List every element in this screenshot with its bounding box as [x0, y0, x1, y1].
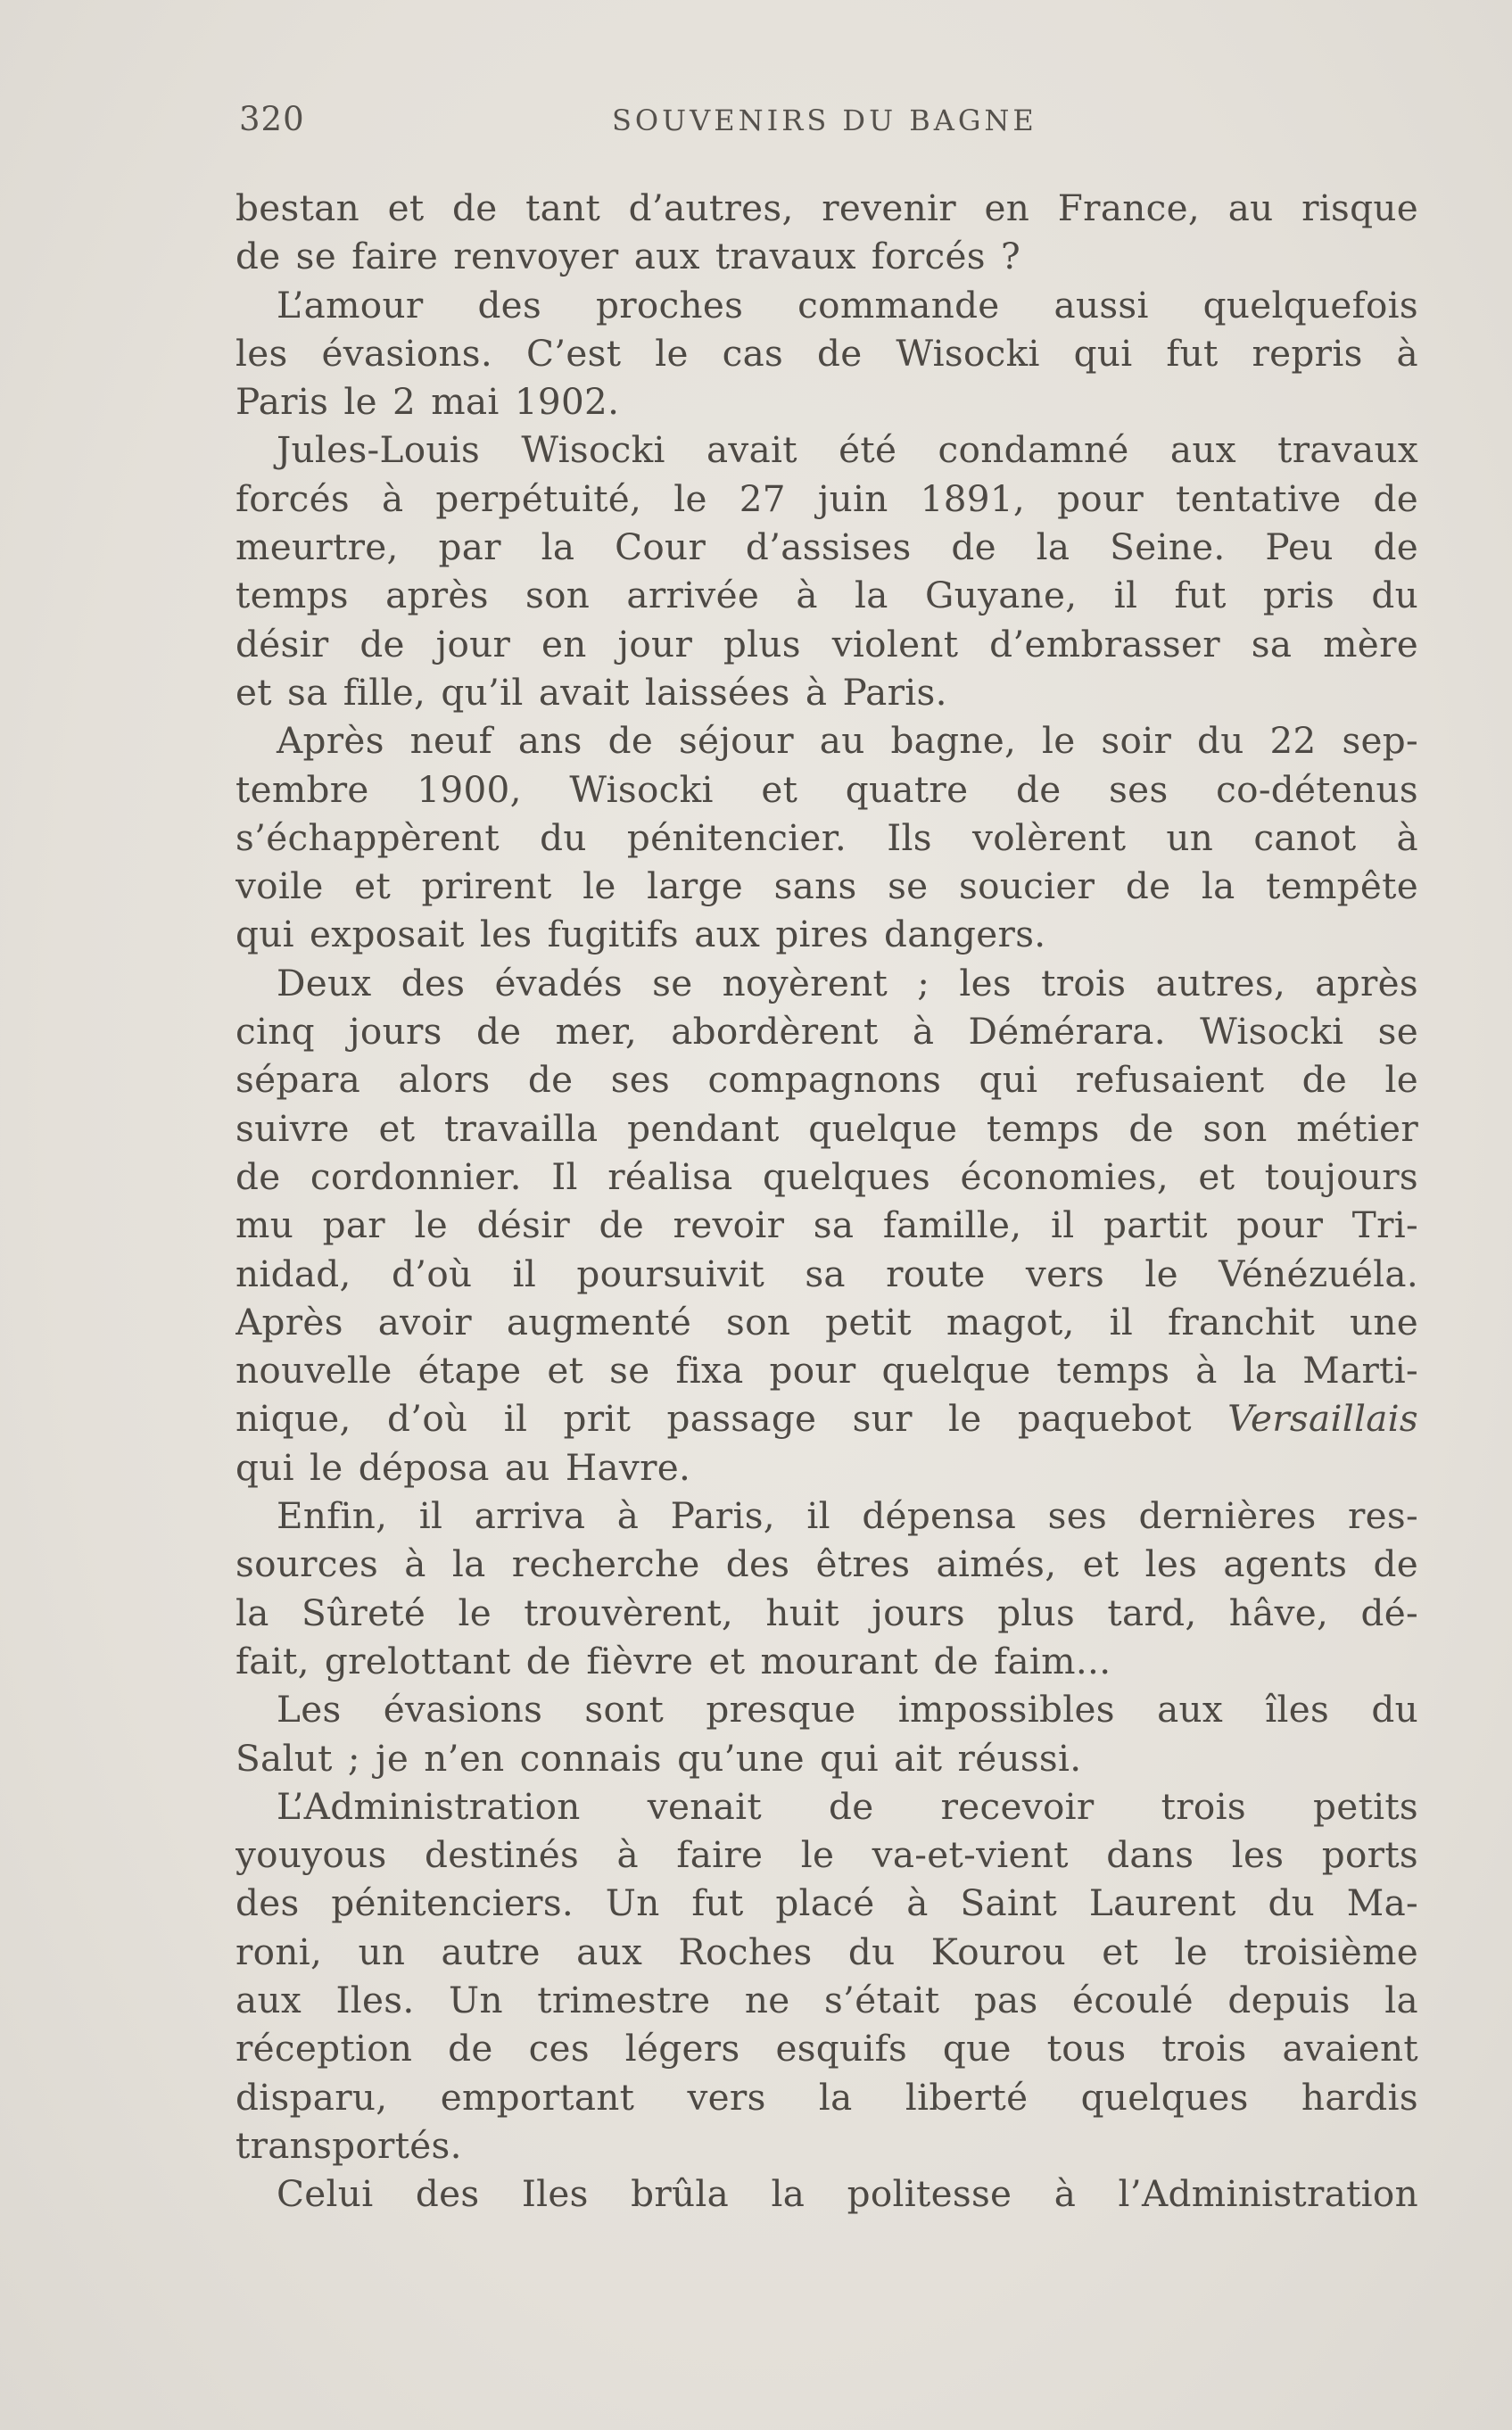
text-line-content: L’amour des proches commande aussi quelquefois [277, 283, 1418, 326]
text-line-content: bestan et de tant d’autres, revenir en France, au risque [235, 186, 1418, 229]
text-line-content: aux Iles. Un trimestre ne s’était pas écoulé depuis la [235, 1978, 1418, 2021]
text-line-content: désir de jour en jour plus violent d’embrasser sa mère [235, 622, 1418, 665]
text-line [235, 2170, 1418, 2218]
text-line [235, 571, 1418, 619]
text-line-content: temps après son arrivée à la Guyane, il fut pris du [235, 574, 1418, 617]
text-line [235, 1589, 1418, 1637]
text-line [235, 1685, 1418, 1733]
text-line-content: qui exposait les fugitifs aux pires dangers. [235, 913, 1046, 956]
body-text [235, 184, 1418, 2218]
text-line [235, 1831, 1418, 1879]
text-line [235, 1540, 1418, 1588]
text-line [235, 1153, 1418, 1201]
text-line [235, 1637, 1418, 1685]
text-line [235, 862, 1418, 910]
text-line-content: Après neuf ans de séjour au bagne, le soir du 22 sep- [277, 719, 1418, 763]
text-line-content: de se faire renvoyer aux travaux forcés ? [235, 235, 1021, 278]
text-line-content: et sa fille, qu’il avait laissées à Paris. [235, 670, 947, 714]
text-line [235, 1782, 1418, 1831]
text-line-content: suivre et travailla pendant quelque temps de son métier [235, 1106, 1418, 1150]
text-line [235, 1201, 1418, 1249]
text-line-content: Après avoir augmenté son petit magot, il franchit une [235, 1300, 1418, 1343]
text-line-content: qui le déposa au Havre. [235, 1445, 691, 1489]
text-line [235, 2121, 1418, 2170]
text-line [235, 281, 1418, 329]
text-line [235, 1055, 1418, 1103]
text-line [235, 1443, 1418, 1492]
text-line-content: nique, d’où il prit passage sur le paquebot [235, 1397, 1228, 1441]
text-line-content: youyous destinés à faire le va-et-vient dans les ports [235, 1833, 1418, 1877]
text-line [235, 765, 1418, 814]
text-line-content: la Sûreté le trouvèrent, huit jours plus tard, hâve, dé- [235, 1591, 1418, 1634]
text-line [235, 426, 1418, 474]
text-line [235, 1346, 1418, 1394]
text-line-content: réception de ces légers esquifs que tous trois avaient [235, 2027, 1418, 2070]
page-number: 320 [239, 100, 305, 138]
text-line [235, 1879, 1418, 1927]
italic-ship-name: Versaillais [1227, 1397, 1418, 1441]
text-line-content: de cordonnier. Il réalisa quelques économies, et toujours [235, 1154, 1418, 1198]
text-line [235, 377, 1418, 426]
running-title: SOUVENIRS DU BAGNE [612, 103, 1037, 137]
text-line [235, 1104, 1418, 1153]
text-line-content: voile et prirent le large sans se soucier de la tempête [235, 864, 1418, 908]
text-line-content: Jules-Louis Wisocki avait été condamné aux travaux [277, 428, 1418, 472]
text-line-content: Salut ; je n’en connais qu’une qui ait réussi. [235, 1736, 1082, 1780]
text-line-content: mu par le désir de revoir sa famille, il partit pour Tri- [235, 1203, 1418, 1247]
text-line-content: tembre 1900, Wisocki et quatre de ses co-détenus [235, 767, 1418, 811]
text-line [235, 1492, 1418, 1540]
text-line-content: Paris le 2 mai 1902. [235, 380, 620, 424]
text-line [235, 232, 1418, 280]
text-line-content: Celui des Iles brûla la politesse à l’Administration [277, 2172, 1418, 2216]
text-line-content: nidad, d’où il poursuivit sa route vers le Vénézuéla. [235, 1252, 1418, 1295]
text-line-content: des pénitenciers. Un fut placé à Saint Laurent du Ma- [235, 1881, 1418, 1925]
text-line [235, 620, 1418, 668]
text-line [235, 716, 1418, 765]
text-line-content: Deux des évadés se noyèrent ; les trois autres, après [277, 961, 1418, 1004]
text-line [235, 1734, 1418, 1782]
text-line-content: Les évasions sont presque impossibles aux îles du [277, 1688, 1418, 1732]
text-line-content: meurtre, par la Cour d’assises de la Seine. Peu de [235, 525, 1418, 569]
text-line [235, 523, 1418, 571]
text-line [235, 668, 1418, 716]
text-line [235, 329, 1418, 377]
text-line-content: les évasions. C’est le cas de Wisocki qui fut repris à [235, 331, 1418, 375]
text-line [235, 814, 1418, 862]
text-line-content: transportés. [235, 2123, 462, 2167]
text-line-content: Enfin, il arriva à Paris, il dépensa ses dernières res- [277, 1494, 1418, 1538]
text-line [235, 1928, 1418, 1976]
text-line-content: nouvelle étape et se fixa pour quelque temps à la Marti- [235, 1349, 1418, 1393]
page-header [239, 100, 1418, 143]
text-line-content: sources à la recherche des êtres aimés, et les agents de [235, 1542, 1418, 1586]
text-line-content: forcés à perpétuité, le 27 juin 1891, pour tentative de [235, 476, 1418, 520]
text-line [235, 2024, 1418, 2072]
text-line [235, 184, 1418, 232]
text-line [235, 1976, 1418, 2024]
text-line-content: disparu, emportant vers la liberté quelques hardis [235, 2075, 1418, 2119]
text-line [235, 1298, 1418, 1346]
text-line [235, 2073, 1418, 2121]
text-line-content: cinq jours de mer, abordèrent à Démérara. Wisocki se [235, 1010, 1418, 1054]
text-line [235, 910, 1418, 958]
text-line-content: sépara alors de ses compagnons qui refusaient de le [235, 1058, 1418, 1102]
text-line [235, 1250, 1418, 1298]
text-line [235, 1394, 1418, 1442]
text-line-content: s’échappèrent du pénitencier. Ils volèrent un canot à [235, 815, 1418, 859]
text-line-content: L’Administration venait de recevoir trois petits [277, 1784, 1418, 1828]
text-line-content: roni, un autre aux Roches du Kourou et le troisième [235, 1930, 1418, 1973]
text-line [235, 1007, 1418, 1055]
text-line [235, 959, 1418, 1007]
text-line-content: fait, grelottant de fièvre et mourant de faim... [235, 1639, 1111, 1682]
text-line [235, 475, 1418, 523]
